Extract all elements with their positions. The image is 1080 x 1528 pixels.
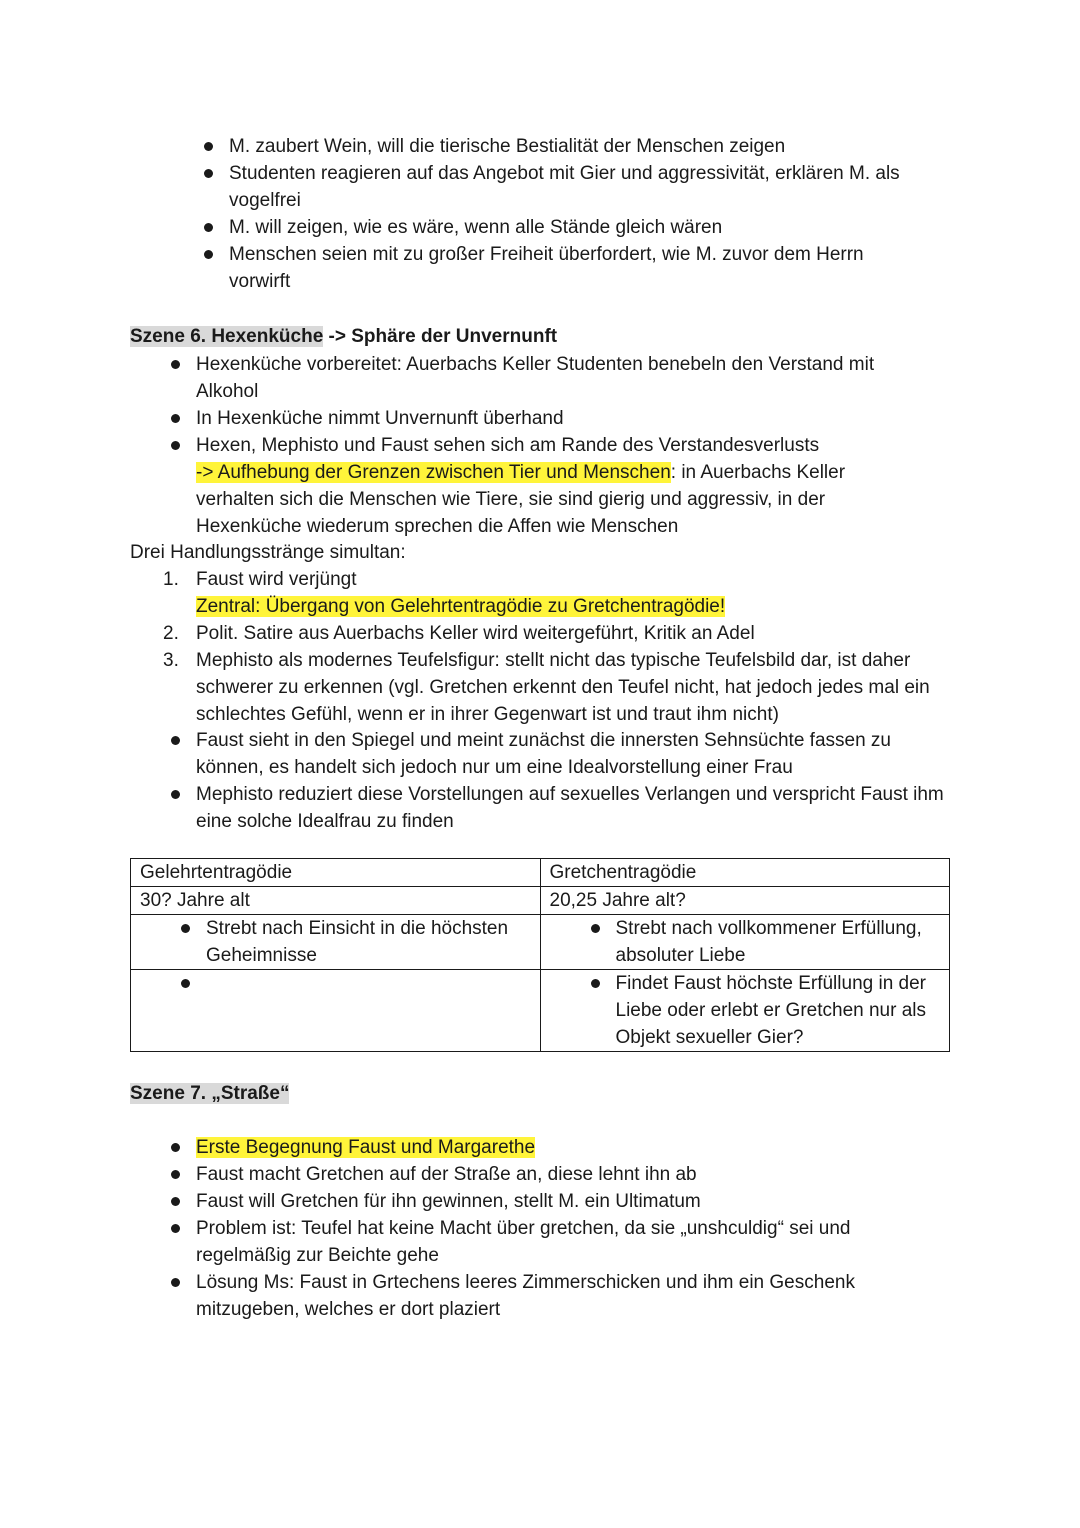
list-item xyxy=(196,432,926,540)
list-item: Mephisto reduziert diese Vorstellungen auf sexuelles Verlangen und verspricht Faust ihm eine solche Idealfrau zu finden xyxy=(196,781,946,835)
item-number: 3. xyxy=(163,650,179,671)
item-text: Faust wird verjüngt xyxy=(196,569,357,590)
table-row xyxy=(131,915,950,970)
top-bullet-list xyxy=(229,133,949,295)
table-cell: Gelehrtentragödie xyxy=(131,859,541,887)
table-cell xyxy=(131,915,541,970)
list-item-continuation xyxy=(196,459,926,540)
table-cell xyxy=(540,970,950,1052)
highlight-text: -> Aufhebung der Grenzen zwischen Tier und Menschen xyxy=(196,462,671,483)
scene6-after-list xyxy=(196,727,946,835)
scene6-heading-marked: Szene 6. Hexenküche xyxy=(130,326,324,347)
scene7-heading xyxy=(130,1080,289,1107)
list-item: M. zaubert Wein, will die tierische Bestialität der Menschen zeigen xyxy=(229,133,949,160)
table-row xyxy=(131,887,950,915)
strands-intro: Drei Handlungsstränge simultan: xyxy=(130,542,406,563)
scene7-heading-marked: Szene 7. „Straße“ xyxy=(130,1083,290,1104)
numbered-list xyxy=(163,566,956,728)
table-cell: Gretchentragödie xyxy=(540,859,950,887)
list-item: Studenten reagieren auf das Angebot mit Gier und aggressivität, erklären M. als vogelfrei xyxy=(229,160,949,214)
scene6-heading-rest: -> Sphäre der Unvernunft xyxy=(323,326,558,347)
table-cell xyxy=(131,970,541,1052)
comparison-table xyxy=(130,858,950,1052)
list-item: Findet Faust höchste Erfüllung in der Liebe oder erlebt er Gretchen nur als Objekt sexueller Gier? xyxy=(616,970,941,1051)
table-row xyxy=(131,970,950,1052)
table-cell: 20,25 Jahre alt? xyxy=(540,887,950,915)
item-text: Polit. Satire aus Auerbachs Keller wird weitergeführt, Kritik an Adel xyxy=(196,623,755,644)
list-item: Menschen seien mit zu großer Freiheit überfordert, wie M. zuvor dem Herrn vorwirft xyxy=(229,241,909,295)
list-item-text: Hexen, Mephisto und Faust sehen sich am Rande des Verstandesverlusts xyxy=(196,435,820,456)
list-item-rest: : in Auerbachs Keller verhalten sich die Menschen wie Tiere, sie sind gierig und aggressiv, in der Hexenküche wiederum sprechen die Affen wie Menschen xyxy=(196,462,846,537)
item-number: 2. xyxy=(163,623,179,644)
scene6-bullet-list xyxy=(196,351,926,540)
scene6-heading xyxy=(130,323,557,350)
list-item xyxy=(196,1134,916,1161)
list-item xyxy=(206,970,531,997)
list-item: Faust macht Gretchen auf der Straße an, diese lehnt ihn ab xyxy=(196,1161,916,1188)
highlight-text: Zentral: Übergang von Gelehrtentragödie zu Gretchentragödie! xyxy=(196,596,726,617)
list-item: Faust will Gretchen für ihn gewinnen, stellt M. ein Ultimatum xyxy=(196,1188,916,1215)
numbered-item xyxy=(163,647,956,728)
numbered-item xyxy=(163,620,956,647)
highlight-text: Erste Begegnung Faust und Margarethe xyxy=(196,1137,536,1158)
list-item: Strebt nach vollkommener Erfüllung, absoluter Liebe xyxy=(616,915,941,969)
list-item: M. will zeigen, wie es wäre, wenn alle Stände gleich wären xyxy=(229,214,949,241)
table-row xyxy=(131,859,950,887)
table-cell: 30? Jahre alt xyxy=(131,887,541,915)
item-text: Mephisto als modernes Teufelsfigur: stellt nicht das typische Teufelsbild dar, ist daher schwerer zu erkennen (vgl. Gretchen erkennt den Teufel nicht, hat jedoch jedes mal ein schlechtes Gefühl, wenn er in ihrer Gegenwart ist und traut ihm nicht) xyxy=(196,650,930,725)
list-item: Lösung Ms: Faust in Grtechens leeres Zimmerschicken und ihm ein Geschenk mitzugeben, welches er dort plaziert xyxy=(196,1269,916,1323)
list-item: In Hexenküche nimmt Unvernunft überhand xyxy=(196,405,926,432)
list-item: Problem ist: Teufel hat keine Macht über gretchen, da sie „unshculdig“ sei und regelmäßig zur Beichte gehe xyxy=(196,1215,916,1269)
numbered-item xyxy=(163,566,956,620)
list-item: Faust sieht in den Spiegel und meint zunächst die innersten Sehnsüchte fassen zu können, es handelt sich jedoch nur um eine Idealvorstellung einer Frau xyxy=(196,727,946,781)
table-cell xyxy=(540,915,950,970)
list-item: Strebt nach Einsicht in die höchsten Geheimnisse xyxy=(206,915,531,969)
list-item: Hexenküche vorbereitet: Auerbachs Keller Studenten benebeln den Verstand mit Alkohol xyxy=(196,351,926,405)
item-number: 1. xyxy=(163,569,179,590)
scene7-bullet-list xyxy=(196,1134,916,1323)
